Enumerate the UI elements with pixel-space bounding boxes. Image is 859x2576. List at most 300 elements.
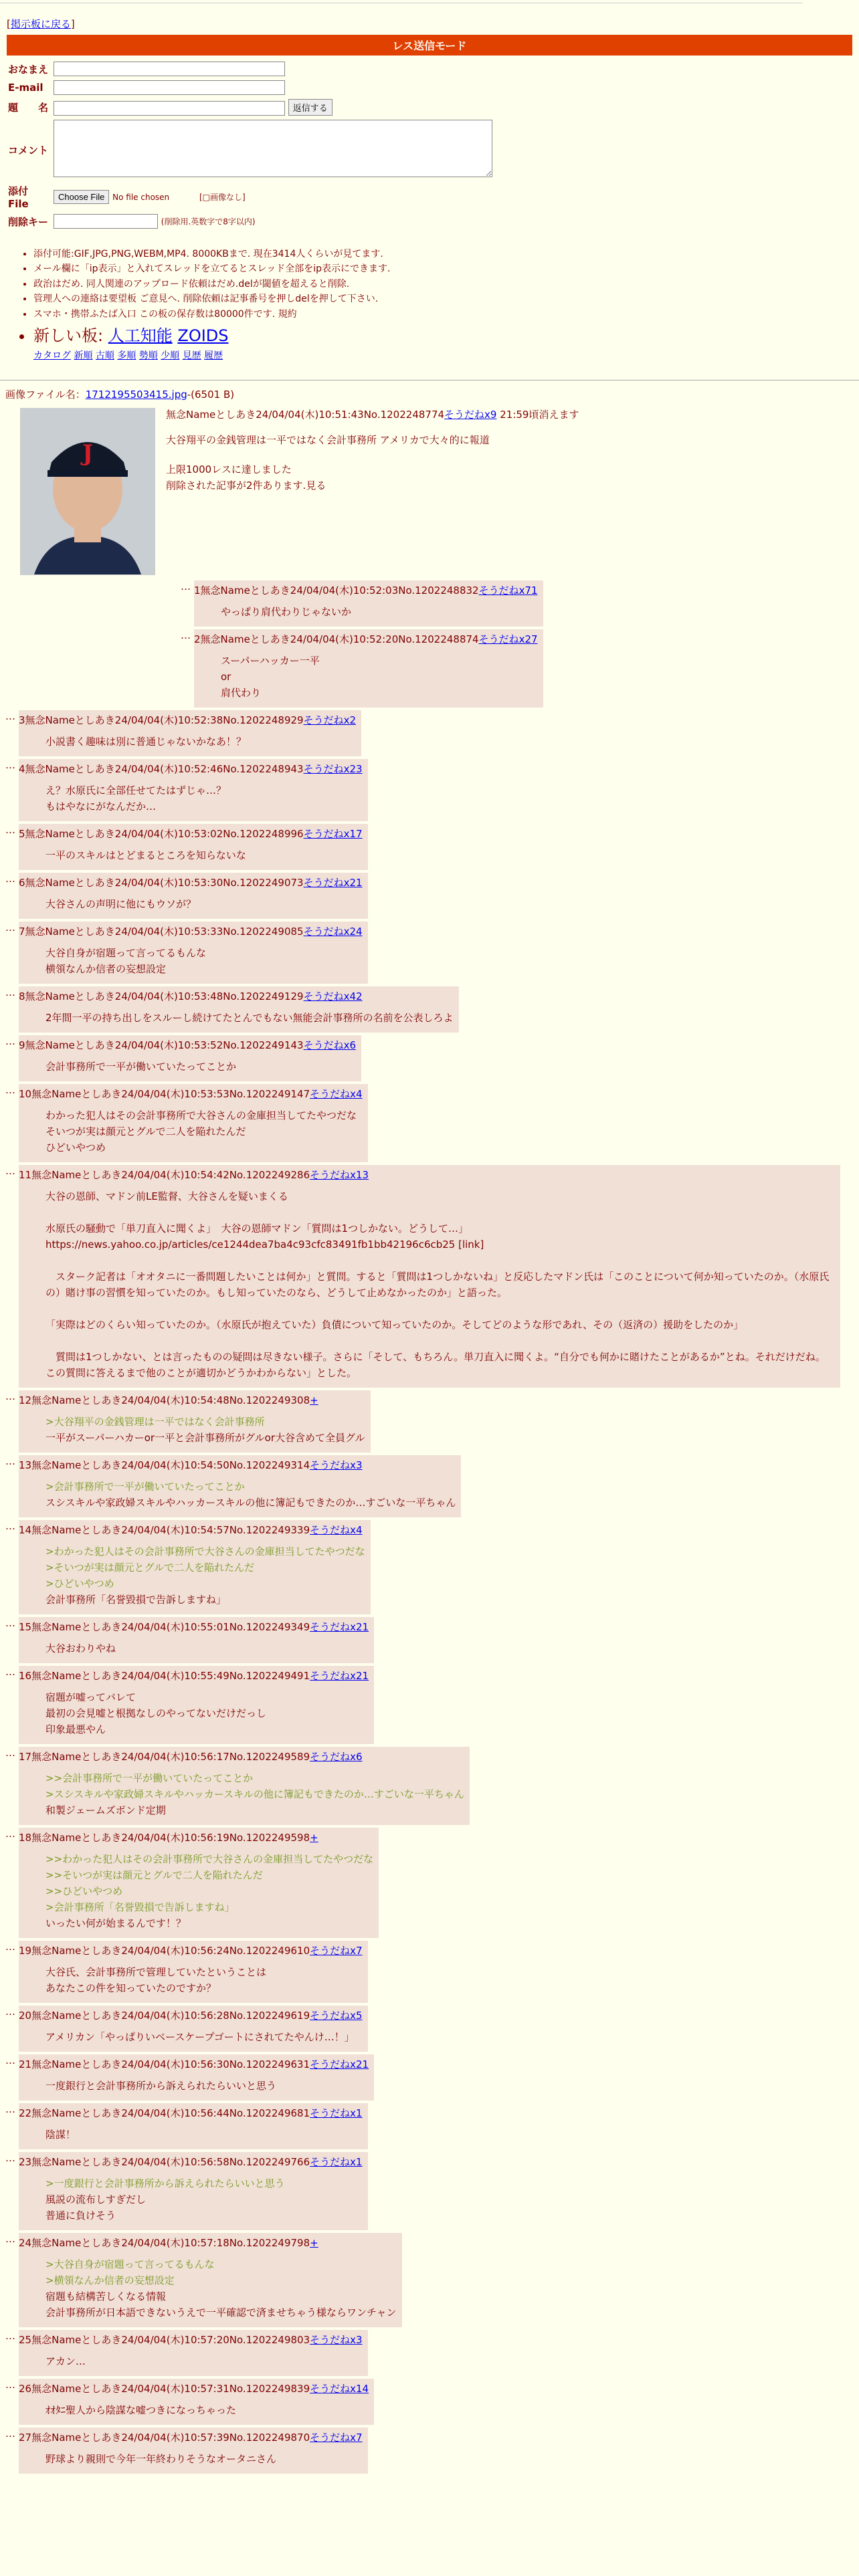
catalog-link[interactable]: 少順 [161,350,180,362]
quote-line: >ひどいやつめ [45,1577,114,1590]
note-item: • 政治はだめ. 同人関連のアップロード依頼はだめ.delが閾値を超えると削除. [33,277,859,292]
reply-row [5,2006,854,2052]
sodane-link[interactable]: そうだねx24 [303,925,363,938]
reply-marker: … [5,759,15,772]
quote-line: >一度銀行と会計事務所から訴えられたらいいと思う [45,2177,285,2189]
reply-row [5,1520,854,1614]
reply-header [194,632,538,646]
reply-body [45,2127,363,2143]
reply-marker: … [5,1941,15,1953]
reply-line: 最初の会見嘘と根拠なしのやってないだけだっし [45,1707,267,1719]
email-input[interactable] [54,80,285,95]
reply-body [45,945,363,977]
reply-body [45,2078,369,2094]
quote-line: >大谷自身が宿題って言ってるもんな [45,2258,215,2270]
quote-line: >大谷翔平の金銭管理は一平ではなく会計事務所 [45,1415,265,1428]
reply-header-text: 無念Nameとしあき24/04/04(木)10:56:28No.1202249619 [31,2009,310,2022]
reply-line: わかった犯人はその会計事務所で大谷さんの金庫担当してたやつだな [45,1109,357,1121]
reply-line: ひどいやつめ [45,1141,106,1154]
reply-box [19,922,368,984]
quote-line: >スシスキルや家政婦スキルやハッカースキルの他に簿記もできたのか…すごいな一平ちゃん [45,1788,464,1800]
reply-body [45,2451,363,2467]
reply-line: 2年間一平の持ち出しをスルーし続けてたとんでもない無能会計事務所の名前を公表しろよ [45,1011,454,1024]
svg-text:J: J [82,439,94,467]
reply-marker: … [5,1165,15,1178]
reply-marker: … [5,1747,15,1759]
reply-line: 大谷氏、会計事務所で管理していたということは [45,1965,267,1978]
reply-header [19,2333,363,2347]
reply-box [194,580,543,627]
reply-number: 24 [19,2236,32,2249]
reply-line: スーパーハッカー一平 [221,654,320,667]
reply-row [5,2054,854,2101]
reply-box [19,1666,374,1744]
note-item: • 添付可能:GIF,JPG,PNG,WEBM,MP4. 8000KBまで. 現在3414人くらいが見てます. [33,247,859,261]
reply-number: 16 [19,1669,32,1682]
reply-row [5,824,854,870]
reply-box [19,1520,371,1614]
reply-line: https://news.yahoo.co.jp/articles/ce1244dea7ba4c93cfc83491fb1bb42196c6cb25 [link] [45,1238,484,1251]
reply-body [45,1543,365,1608]
sodane-link[interactable]: そうだねx21 [310,1620,369,1633]
reply-line: そいつが実は顔元とグルで二人を陥れたんだ [45,1125,246,1138]
reply-line: 大谷自身が宿題って言ってるもんな [45,946,207,959]
reply-row [5,922,854,984]
reply-header-text: 無念Nameとしあき24/04/04(木)10:57:31No.1202249839 [31,2382,310,2395]
catalog-link[interactable]: 多順 [117,350,136,362]
catalog-links [33,348,859,363]
note-item: • メール欄に「ip表示」と入れてスレッドを立てるとスレッド全部をip表示にできます. [33,261,859,276]
reply-marker: … [5,824,15,837]
reply-body [45,1851,373,1931]
reply-number: 5 [19,827,25,840]
sodane-link[interactable]: そうだねx3 [310,1459,363,1471]
reply-row [5,873,854,919]
reply-marker: … [5,2233,15,2246]
sodane-link[interactable]: そうだねx4 [310,1087,363,1100]
reply-header-text: 無念Nameとしあき24/04/04(木)10:57:39No.1202249870 [31,2431,310,2444]
reply-line: いったい何が始まるんです！？ [45,1917,187,1929]
new-board-link[interactable]: 人工知能 [108,326,173,345]
thread-separator [0,380,859,381]
sodane-link[interactable]: そうだねx17 [303,827,363,840]
reply-body [45,1770,464,1818]
catalog-link[interactable]: 新順 [74,350,93,362]
reply-line: 会計事務所で一平が働いていたってことか [45,1060,237,1073]
reply-header [19,2430,363,2444]
reply-header-text: 無念Nameとしあき24/04/04(木)10:57:20No.1202249803 [31,2333,310,2346]
reply-number: 25 [19,2333,32,2346]
reply-header [19,2008,363,2022]
reply-body [45,2402,369,2418]
reply-line: 一度銀行と会計事務所から訴えられたらいいと思う [45,2079,277,2092]
quote-line: >そいつが実は顔元とグルで二人を陥れたんだ [45,1561,255,1574]
reply-header [19,1620,369,1634]
reply-box [19,1747,470,1825]
reply-line [45,1301,835,1317]
no-file-text: No file chosen [112,193,170,202]
image-file-link[interactable]: 1712195503415.jpg [85,388,187,401]
reply-marker: … [5,1390,15,1403]
reply-line: 宿題も結構苦しくなる情報 [45,2290,167,2302]
reply-marker: … [5,1084,15,1097]
op-header-text: 無念Nameとしあき24/04/04(木)10:51:43No.1202248774 [166,408,445,421]
reply-line: or [221,670,231,683]
reply-line: アメリカン「やっぱりいベースケープゴートにされてたやんけ…！」 [45,2030,355,2043]
quote-line: >わかった犯人はその会計事務所で大谷さんの金庫担当してたやつだな [45,1545,365,1558]
quote-line: >>会計事務所で一平が働いていたってことか [45,1772,254,1784]
sodane-link[interactable]: そうだねx71 [478,584,538,597]
quote-line: >会計事務所で一平が働いていたってことか [45,1480,245,1493]
reply-row [181,629,854,708]
reply-marker: … [5,2006,15,2018]
reply-row [5,759,854,821]
reply-marker: … [5,2379,15,2391]
reply-header-text: 無念Nameとしあき24/04/04(木)10:52:46No.1202248943 [25,762,304,775]
quote-line: >>ひどいやつめ [45,1885,123,1897]
reply-line: やっぱり肩代わりじゃないか [221,605,352,618]
comment-label: コメント [8,144,49,156]
reply-line: 野球より親則で今年一年終わりそうなオータニさん [45,2452,277,2465]
op-line: 大谷翔平の金銭管理は一平ではなく会計事務所 アメリカで大々的に報道 [166,433,490,446]
reply-number: 6 [19,876,25,889]
back-to-board-link[interactable]: 掲示板に戻る [10,18,71,30]
sodane-link[interactable]: そうだねx6 [303,1039,356,1051]
quote-line: >>わかった犯人はその会計事務所で大谷さんの金庫担当してたやつだな [45,1852,374,1865]
sodane-link[interactable]: そうだねx7 [310,1944,363,1957]
reply-marker: … [5,2330,15,2343]
reply-form [5,60,495,231]
reply-number: 1 [194,584,201,597]
subject-input[interactable] [54,101,285,116]
reply-marker: … [5,2152,15,2165]
op-body [166,404,854,494]
reply-header [19,1038,356,1052]
reply-header [19,875,363,889]
reply-header [19,1523,365,1537]
op-line: 上限1000レスに達しました [166,463,292,475]
file-label: 添付File [8,185,29,210]
sodane-link[interactable]: そうだねx6 [310,1750,363,1763]
reply-marker: … [181,580,191,593]
reply-number: 26 [19,2382,32,2395]
reply-box [19,2006,368,2052]
email-label: E-mail [8,82,43,94]
reply-header-text: 無念Nameとしあき24/04/04(木)10:55:49No.1202249491 [31,1669,310,1682]
quote-line: >会計事務所「名誉毀損で告訴しますね」 [45,1901,235,1913]
sodane-link[interactable]: + [310,2236,318,2249]
sodane-link[interactable]: そうだねx21 [310,1669,369,1682]
sodane-link[interactable]: + [310,1831,318,1844]
sodane-link[interactable]: + [310,1394,318,1406]
no-image-checkbox[interactable]: [□画像なし] [199,193,246,202]
reply-box [19,2233,402,2327]
reply-number: 19 [19,1944,32,1957]
reply-line: え？水原氏に全部任せてたはずじゃ…？ [45,784,227,796]
reply-line: 陰謀！ [45,2128,76,2141]
reply-line [45,1204,835,1220]
reply-line: 大谷さんの声明に他にもウソが？ [45,897,197,910]
sodane-link[interactable]: そうだねx42 [303,990,363,1002]
sodane-link[interactable]: そうだねx1 [310,2155,363,2168]
reply-marker: … [5,1666,15,1679]
reply-box [19,1084,368,1162]
reply-marker: … [5,873,15,885]
reply-marker: … [5,710,15,723]
back-nav: [掲示板に戻る] [7,18,75,30]
reply-row [5,986,854,1033]
op-header [166,407,854,423]
reply-body [45,1059,356,1075]
reply-number: 18 [19,1831,32,1844]
catalog-link[interactable]: 古順 [95,350,114,362]
reply-marker: … [5,1617,15,1630]
reply-line: 「実際はどのくらい知っていたのか。（水原氏が抱えていた）負債について知っていたのか。そしてどのような形であれ、その（返済の）援助をしたのか」 [45,1318,744,1331]
reply-line: 大谷の恩師、マドン前LE監督、大谷さんを疑いまくる [45,1190,288,1202]
reply-header-text: 無念Nameとしあき24/04/04(木)10:54:48No.1202249308 [31,1394,310,1406]
reply-number: 3 [19,714,25,726]
reply-box [19,2330,368,2376]
reply-row [5,2428,854,2474]
reply-line: ｵｵﾀﾆ聖人から陰謀な嘘つきになっちゃった [45,2403,237,2416]
image-file-size: -(6501 B) [187,388,235,401]
reply-header [19,989,454,1003]
reply-header [19,762,363,776]
reply-number: 17 [19,1750,32,1763]
reply-body [45,2353,363,2369]
reply-row [5,2330,854,2376]
sodane-link[interactable]: そうだねx9 [444,408,497,421]
reply-line [45,1253,835,1269]
op-line: 削除された記事が2件あります.見る [166,479,326,492]
reply-row [5,2379,854,2425]
delkey-label: 削除キー [8,215,49,228]
op-post [5,404,854,578]
reply-number: 14 [19,1523,32,1536]
reply-header [19,1458,456,1472]
reply-row [5,2103,854,2149]
reply-number: 10 [19,1087,32,1100]
reply-box [19,1390,371,1453]
reply-row [5,1035,854,1081]
reply-marker: … [5,2103,15,2116]
reply-box [19,1035,361,1081]
reply-row [181,580,854,627]
reply-line: 小説書く趣味は別に普通じゃないかなあ！？ [45,735,247,748]
reply-header [19,1749,464,1763]
delkey-input[interactable] [54,214,158,229]
reply-row [5,1390,854,1453]
catalog-link[interactable]: 見歴 [182,350,201,362]
reply-header [19,713,356,727]
reply-marker: … [5,1520,15,1533]
reply-marker: … [5,922,15,934]
name-label: おなまえ [8,63,49,76]
reply-box [19,2054,374,2101]
reply-line: 会計事務所「名誉毀損で告訴しますね」 [45,1593,227,1606]
reply-marker: … [5,2054,15,2067]
reply-header [19,1943,363,1957]
reply-line: もはやなにがなんだか… [45,800,157,813]
note-item: • 管理人への連絡は要望板 ご意見へ. 削除依頼は記事番号を押しdelを押して下さい. [33,292,859,306]
reply-marker: … [5,1455,15,1468]
reply-marker: … [181,629,191,642]
reply-header-text: 無念Nameとしあき24/04/04(木)10:55:01No.1202249349 [31,1620,310,1633]
reply-line: 宿題が嘘ってバレて [45,1691,136,1703]
reply-header-text: 無念Nameとしあき24/04/04(木)10:56:24No.1202249610 [31,1944,310,1957]
player-photo-icon [21,409,155,574]
reply-body [45,2256,397,2321]
reply-number: 22 [19,2107,32,2119]
sodane-link[interactable]: そうだねx7 [310,2431,363,2444]
reply-row [5,1617,854,1663]
sodane-link[interactable]: そうだねx2 [303,714,356,726]
reply-header-text: 無念Nameとしあき24/04/04(木)10:56:58No.1202249766 [31,2155,310,2168]
reply-body [45,1640,369,1656]
delkey-note: (削除用.英数字で8字以内) [161,217,256,227]
reply-header [19,2155,363,2169]
reply-box [19,710,361,756]
catalog-link[interactable]: 勢順 [138,350,158,362]
reply-number: 27 [19,2431,32,2444]
reply-line: 質問は1つしかない、とは言ったものの疑問は尽きない様子。さらに「そして、もちろん。単刀直入に聞くよ。“自分でも何かに賭けたことがあるか”とね。それだけだね。この質問に答えるまで他のことが適切かどうかわからない」とした。 [45,1350,826,1379]
reply-line: 一平のスキルはとどまるところを知らないな [45,849,246,861]
reply-box [19,986,459,1033]
reply-number: 11 [19,1168,32,1181]
reply-header-text: 無念Nameとしあき24/04/04(木)10:57:18No.1202249798 [31,2236,310,2249]
reply-marker: … [5,1035,15,1048]
reply-line: 横領なんか信者の妄想設定 [45,962,167,975]
reply-header-text: 無念Nameとしあき24/04/04(木)10:52:38No.1202248929 [25,714,304,726]
reply-header-text: 無念Nameとしあき24/04/04(木)10:53:02No.1202248996 [25,827,304,840]
comment-textarea[interactable] [54,120,492,177]
thread [0,387,859,2474]
reply-row [5,1455,854,1517]
choose-file-button[interactable]: Choose File [54,190,109,204]
reply-row [5,1084,854,1162]
reply-header [19,1087,363,1101]
reply-marker: … [5,2428,15,2440]
reply-header-text: 無念Nameとしあき24/04/04(木)10:53:33No.1202249085 [25,925,304,938]
reply-number: 13 [19,1459,32,1471]
reply-header [19,827,363,841]
reply-header-text: 無念Nameとしあき24/04/04(木)10:52:03No.1202248832 [200,584,479,597]
reply-row [5,1165,854,1388]
reply-marker: … [5,1828,15,1840]
reply-line: あなたこの件を知っていたのですか？ [45,1981,217,1994]
reply-header-text: 無念Nameとしあき24/04/04(木)10:53:30No.1202249073 [25,876,304,889]
reply-line: 一平がスーパーハカーor一平と会計事務所がグルor大谷含めて全員グル [45,1431,365,1444]
reply-number: 15 [19,1620,32,1633]
subject-label: 題 名 [8,102,49,114]
reply-body [45,734,356,750]
image-file-label: 画像ファイル名： [5,388,86,401]
reply-header-text: 無念Nameとしあき24/04/04(木)10:56:19No.1202249598 [31,1831,310,1844]
reply-body [45,1689,369,1737]
reply-body [45,1010,454,1026]
new-board-label: 新しい板: [33,326,104,345]
sodane-link[interactable]: そうだねx5 [310,2009,363,2022]
board-notes [13,247,859,364]
reply-body [45,2175,363,2224]
reply-header-text: 無念Nameとしあき24/04/04(木)10:56:44No.1202249681 [31,2107,310,2119]
image-file-line [5,387,854,401]
reply-body [45,1188,835,1381]
sodane-link[interactable]: そうだねx13 [310,1168,369,1181]
reply-line: 水原氏の騒動で「単刀直入に聞くよ」 大谷の恩師マドン「質問は1つしかない。どうして…」 [45,1222,469,1235]
reply-line: 普通に負けそう [45,2209,116,2222]
reply-line [45,1333,835,1349]
sodane-link[interactable]: そうだねx4 [310,1523,363,1536]
reply-header [19,1168,835,1182]
reply-box [19,1828,379,1938]
reply-header-text: 無念Nameとしあき24/04/04(木)10:54:57No.1202249339 [31,1523,310,1536]
reply-header [19,2381,369,2395]
reply-box [19,1941,368,2003]
reply-line: 肩代わり [221,686,262,699]
reply-header-text: 無念Nameとしあき24/04/04(木)10:53:48No.1202249129 [25,990,304,1002]
reply-row [5,1828,854,1938]
reply-line: 大谷おわりやね [45,1642,116,1654]
reply-header [19,2106,363,2120]
reply-number: 9 [19,1039,25,1051]
reply-row [5,1941,854,2003]
reply-header-text: 無念Nameとしあき24/04/04(木)10:52:20No.1202248874 [200,633,479,645]
reply-body [45,1964,363,1996]
sodane-link[interactable]: そうだねx21 [310,2058,369,2070]
sodane-link[interactable]: そうだねx14 [310,2382,369,2395]
reply-body [45,847,363,863]
reply-line: スターク記者は「オオタニに一番問題したいことは何か」と質問。すると「質問は1つしかないね」と反応したマドン氏は「このことについて何か知っていたのか。（水原氏の）賭け事の習慣を知っていたのか。もし知っていたのなら、どうして止めなかったのか」と語った。 [45,1270,830,1299]
reply-box [19,1165,840,1388]
sodane-link[interactable]: そうだねx3 [310,2333,363,2346]
reply-header [19,924,363,938]
reply-number: 2 [194,633,201,645]
reply-header [194,583,538,597]
reply-box [19,2103,368,2149]
reply-box [19,873,368,919]
reply-line: 風説の流布しすぎだし [45,2193,147,2206]
new-board-link[interactable]: ZOIDS [177,326,229,345]
sodane-link[interactable]: そうだねx27 [478,633,538,645]
op-thumbnail[interactable] [20,408,155,575]
sodane-link[interactable]: そうだねx21 [303,876,363,889]
catalog-link[interactable]: 履歴 [204,350,223,362]
reply-number: 23 [19,2155,32,2168]
reply-body [45,782,363,815]
submit-reply-button[interactable]: 返信する [288,99,332,116]
reply-box [19,2152,368,2230]
reply-box [19,824,368,870]
new-board-item [33,323,859,348]
sodane-link[interactable]: そうだねx23 [303,762,363,775]
sodane-link[interactable]: そうだねx1 [310,2107,363,2119]
reply-box [19,1617,374,1663]
reply-line: アカン… [45,2355,86,2367]
reply-number: 20 [19,2009,32,2022]
reply-line: 和製ジェームズボンド定期 [45,1804,166,1816]
reply-header [19,2236,397,2250]
catalog-link[interactable]: カタログ [33,350,71,362]
reply-number: 8 [19,990,25,1002]
name-input[interactable] [54,62,285,76]
reply-box [194,629,543,708]
note-item: • スマホ・携帯ふたば入口 この板の保存数は80000件です. 規約 [33,307,859,322]
reply-header-text: 無念Nameとしあき24/04/04(木)10:56:30No.1202249631 [31,2058,310,2070]
reply-box [19,759,368,821]
reply-header-text: 無念Nameとしあき24/04/04(木)10:54:50No.1202249314 [31,1459,310,1471]
reply-line: 印象最悪やん [45,1723,106,1735]
